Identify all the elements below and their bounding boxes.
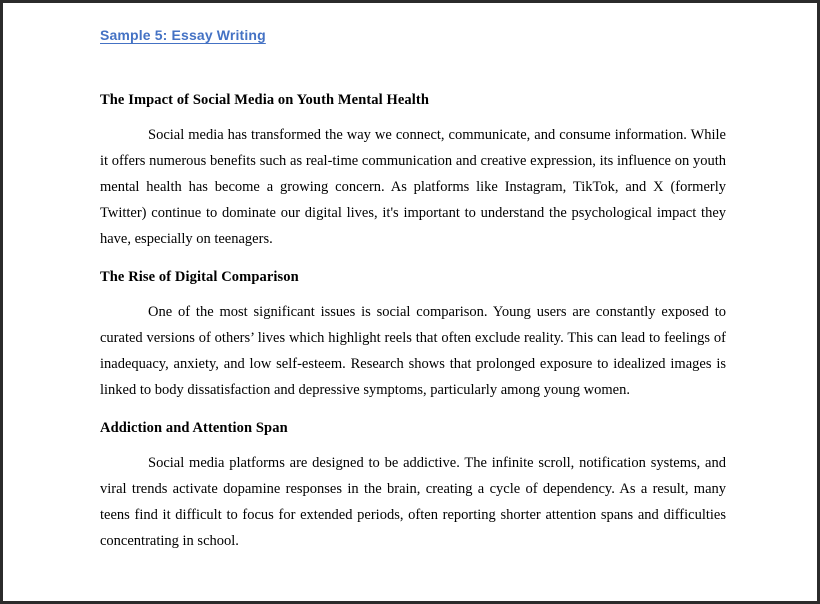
section-heading-addiction-attention-span: Addiction and Attention Span: [100, 419, 288, 436]
paragraph-digital-comparison: One of the most significant issues is social comparison. Young users are constantly exposed to curated versions of others’ lives which highlight reels that often exclude reality. This can lead to feelings of inadequacy, anxiety, and low self-esteem. Research shows that prolonged exposure to idealized images is linked to body dissatisfaction and depressive symptoms, particularly among young women.: [100, 303, 726, 398]
paragraph-addiction-attention-span: Social media platforms are designed to be addictive. The infinite scroll, notification systems, and viral trends activate dopamine responses in the brain, creating a cycle of dependency. As a result, many teens find it difficult to focus for extended periods, often reporting shorter attention spans and difficulties concentrating in school.: [100, 454, 726, 549]
paragraph-intro: Social media has transformed the way we connect, communicate, and consume information. While it offers numerous benefits such as real-time communication and creative expression, its influence on youth mental health has become a growing concern. As platforms like Instagram, TikTok, and X (formerly Twitter) continue to dominate our digital lives, it's important to understand the psychological impact they have, especially on teenagers.: [100, 126, 726, 247]
document-content: [100, 3, 726, 554]
essay-title: The Impact of Social Media on Youth Mental Health: [100, 92, 429, 108]
sample-title-link[interactable]: Sample 5: Essay Writing: [100, 27, 266, 43]
section-heading-digital-comparison: The Rise of Digital Comparison: [100, 268, 299, 285]
